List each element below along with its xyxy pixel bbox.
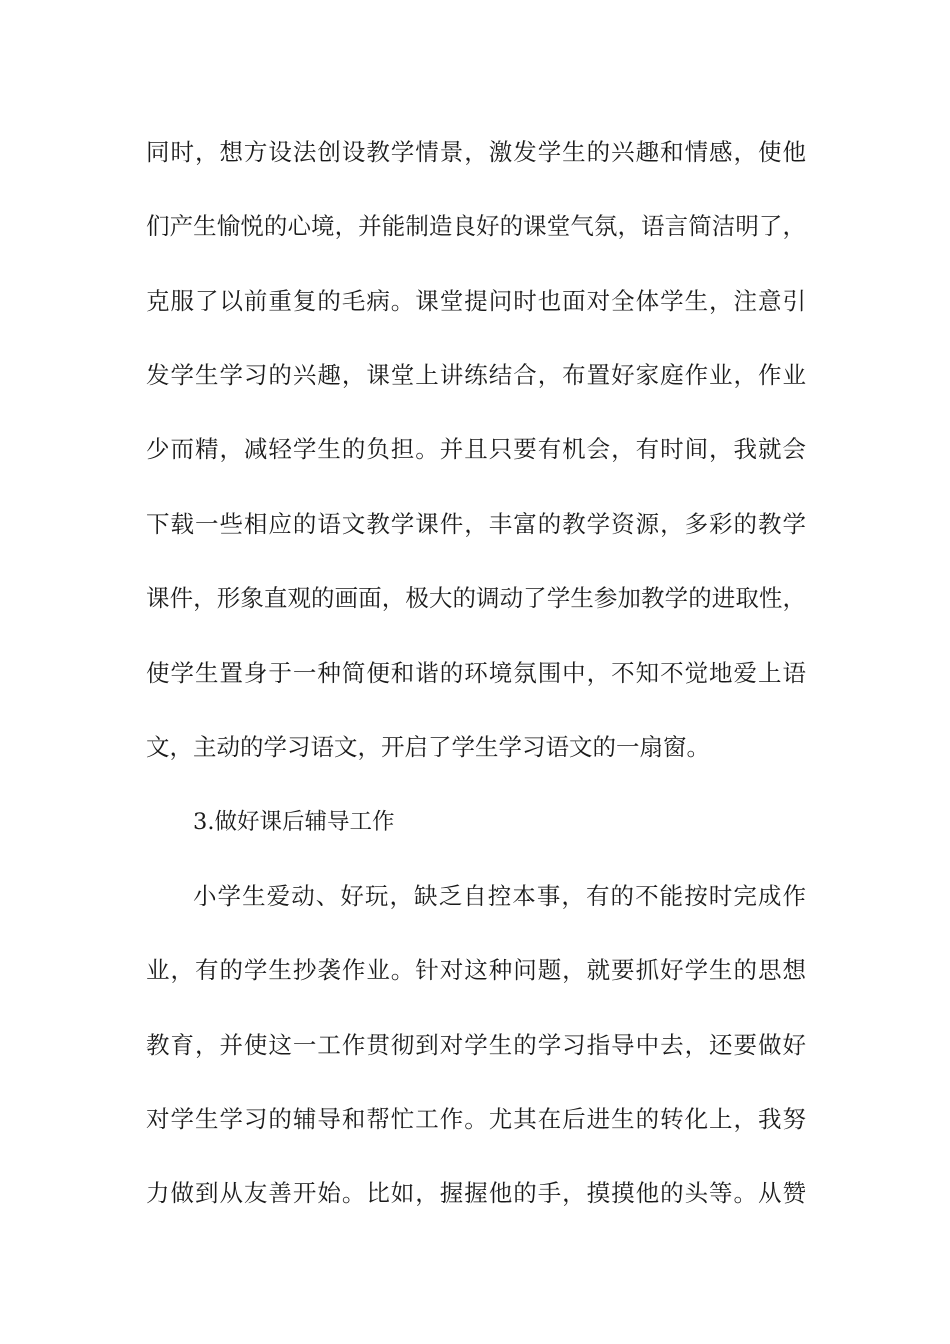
paragraph-2-line-3: 教育，并使这一工作贯彻到对学生的学习指导中去，还要做好 [146, 1031, 806, 1059]
paragraph-2-line-4: 对学生学习的辅导和帮忙工作。尤其在后进生的转化上，我努 [146, 1105, 806, 1133]
paragraph-2-line-5: 力做到从友善开始。比如，握握他的手，摸摸他的头等。从赞 [146, 1179, 806, 1207]
section-heading: 3.做好课后辅导工作 [193, 809, 395, 835]
paragraph-1-line-8: 使学生置身于一种简便和谐的环境氛围中，不知不觉地爱上语 [146, 659, 806, 687]
paragraph-1-line-4: 发学生学习的兴趣，课堂上讲练结合，布置好家庭作业，作业 [146, 361, 806, 389]
paragraph-1-line-5: 少而精，减轻学生的负担。并且只要有机会，有时间，我就会 [146, 435, 806, 463]
paragraph-1-line-6: 下载一些相应的语文教学课件，丰富的教学资源，多彩的教学 [146, 510, 806, 538]
paragraph-1-line-2: 们产生愉悦的心境，并能制造良好的课堂气氛，语言简洁明了， [146, 212, 806, 240]
paragraph-1-line-1: 同时，想方设法创设教学情景，激发学生的兴趣和情感，使他 [146, 138, 806, 166]
paragraph-2-line-1: 小学生爱动、好玩，缺乏自控本事，有的不能按时完成作 [193, 882, 806, 910]
paragraph-2-line-2: 业，有的学生抄袭作业。针对这种问题，就要抓好学生的思想 [146, 956, 806, 984]
paragraph-1-line-3: 克服了以前重复的毛病。课堂提问时也面对全体学生，注意引 [146, 287, 806, 315]
paragraph-1-line-9: 文，主动的学习语文，开启了学生学习语文的一扇窗。 [146, 733, 710, 761]
paragraph-1-line-7: 课件，形象直观的画面，极大的调动了学生参加教学的进取性， [146, 584, 806, 612]
